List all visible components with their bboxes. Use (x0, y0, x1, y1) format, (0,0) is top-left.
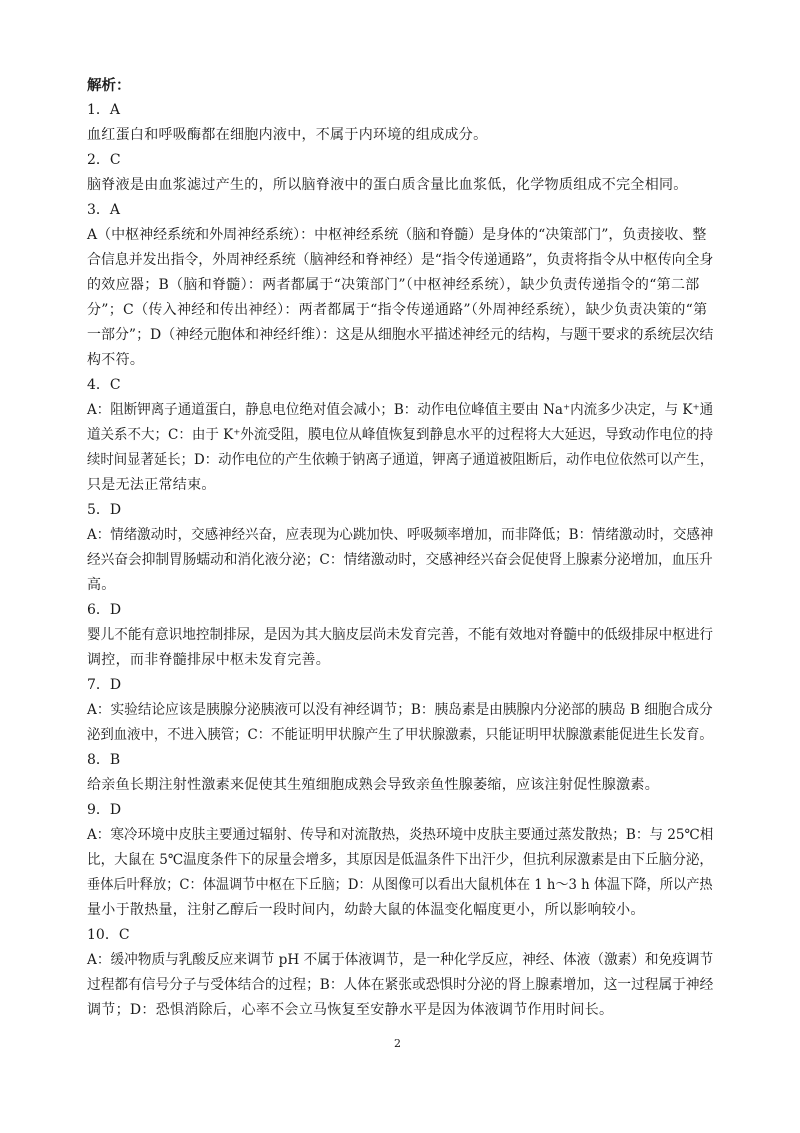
question-10-line: A：缓冲物质与乳酸反应来调节 pH 不属于体液调节，是一种化学反应，神经、体液（激素）和免疫调节 (87, 952, 714, 968)
question-10-line: 过程都有信号分子与受体结合的过程；B：人体在紧张或恐惧时分泌的肾上腺素增加，这一过程属于神经 (87, 977, 714, 993)
question-4-answer: 4．C (87, 377, 121, 393)
question-9-line: 量小于散热量，注射乙醇后一段时间内，幼龄大鼠的体温变化幅度更小，所以影响较小。 (87, 902, 645, 918)
question-3-line: 一部分”；D（神经元胞体和神经纤维）：这是从细胞水平描述神经元的结构，与题干要求的系统层次结 (87, 327, 714, 343)
question-6-line: 婴儿不能有意识地控制排尿，是因为其大脑皮层尚未发育完善，不能有效地对脊髓中的低级排尿中枢进行 (87, 627, 713, 643)
question-4-line: 道关系不大；C：由于 K⁺外流受阻，膜电位从峰值恢复到静息水平的过程将大大延迟，导致动作电位的持 (87, 427, 714, 443)
question-4-line: A：阻断钾离子通道蛋白，静息电位绝对值会减小；B：动作电位峰值主要由 Na⁺内流多少决定，与 K⁺通 (87, 402, 714, 418)
question-3-line: 分”；C（传入神经和传出神经）：两者都属于“指令传递通路”（外周神经系统），缺少负责决策的“第 (87, 302, 708, 318)
question-3-answer: 3．A (87, 202, 121, 218)
question-3-line: A（中枢神经系统和外周神经系统）：中枢神经系统（脑和脊髓）是身体的“决策部门”，负责接收、整 (87, 227, 707, 243)
question-8-line: 给亲鱼长期注射性激素来促使其生殖细胞成熟会导致亲鱼性腺萎缩，应该注射促性腺激素。 (87, 777, 659, 793)
question-5-line: A：情绪激动时，交感神经兴奋，应表现为心跳加快、呼吸频率增加，而非降低；B：情绪激动时，交感神 (87, 527, 714, 543)
question-3-line: 构不符。 (87, 352, 145, 368)
question-6-answer: 6．D (87, 602, 122, 618)
page-number: 2 (394, 1037, 401, 1050)
question-4-line: 续时间显著延长；D：动作电位的产生依赖于钠离子通道，钾离子通道被阻断后，动作电位依然可以产生， (87, 452, 714, 468)
question-7-answer: 7．D (87, 677, 122, 693)
question-9-answer: 9．D (87, 802, 122, 818)
question-9-line: 比，大鼠在 5℃温度条件下的尿量会增多，其原因是低温条件下出汗少，但抗利尿激素是由下丘脑分泌， (87, 852, 714, 868)
question-6-line: 调控，而非脊髓排尿中枢未发育完善。 (87, 652, 331, 668)
question-3-line: 的效应器；B（脑和脊髓）：两者都属于“决策部门”（中枢神经系统），缺少负责传递指令的“第二部 (87, 277, 700, 293)
question-5-answer: 5．D (87, 502, 122, 518)
question-4-line: 只是无法正常结束。 (87, 477, 216, 493)
question-2-answer: 2．C (87, 152, 121, 168)
question-5-line: 高。 (87, 577, 116, 593)
question-10-answer: 10．C (87, 927, 130, 943)
question-9-line: A：寒冷环境中皮肤主要通过辐射、传导和对流散热，炎热环境中皮肤主要通过蒸发散热；B：与 25℃相 (87, 827, 714, 843)
analysis-heading: 解析： (87, 77, 131, 94)
question-7-line: A：实验结论应该是胰腺分泌胰液可以没有神经调节；B：胰岛素是由胰腺内分泌部的胰岛 B 细胞合成分 (87, 702, 713, 718)
question-2-line: 脑脊液是由血浆滤过产生的，所以脑脊液中的蛋白质含量比血浆低，化学物质组成不完全相同。 (87, 177, 688, 193)
question-9-line: 垂体后叶释放；C：体温调节中枢在下丘脑；D：从图像可以看出大鼠机体在 1 h～3 h 体温下降，所以产热 (87, 877, 713, 893)
question-8-answer: 8．B (87, 752, 121, 768)
question-1-answer: 1．A (87, 102, 121, 118)
question-5-line: 经兴奋会抑制胃肠蠕动和消化液分泌；C：情绪激动时，交感神经兴奋会促使肾上腺素分泌增加，血压升 (87, 552, 713, 568)
question-1-line: 血红蛋白和呼吸酶都在细胞内液中，不属于内环境的组成成分。 (87, 127, 488, 143)
question-3-line: 合信息并发出指令，外周神经系统（脑神经和脊神经）是“指令传递通路”，负责将指令从中枢传向全身 (87, 252, 714, 268)
question-7-line: 泌到血液中，不进入胰管；C：不能证明甲状腺产生了甲状腺激素，只能证明甲状腺激素能促进生长发育。 (87, 727, 713, 743)
question-10-line: 调节；D：恐惧消除后，心率不会立马恢复至安静水平是因为体液调节作用时间长。 (87, 1002, 614, 1018)
